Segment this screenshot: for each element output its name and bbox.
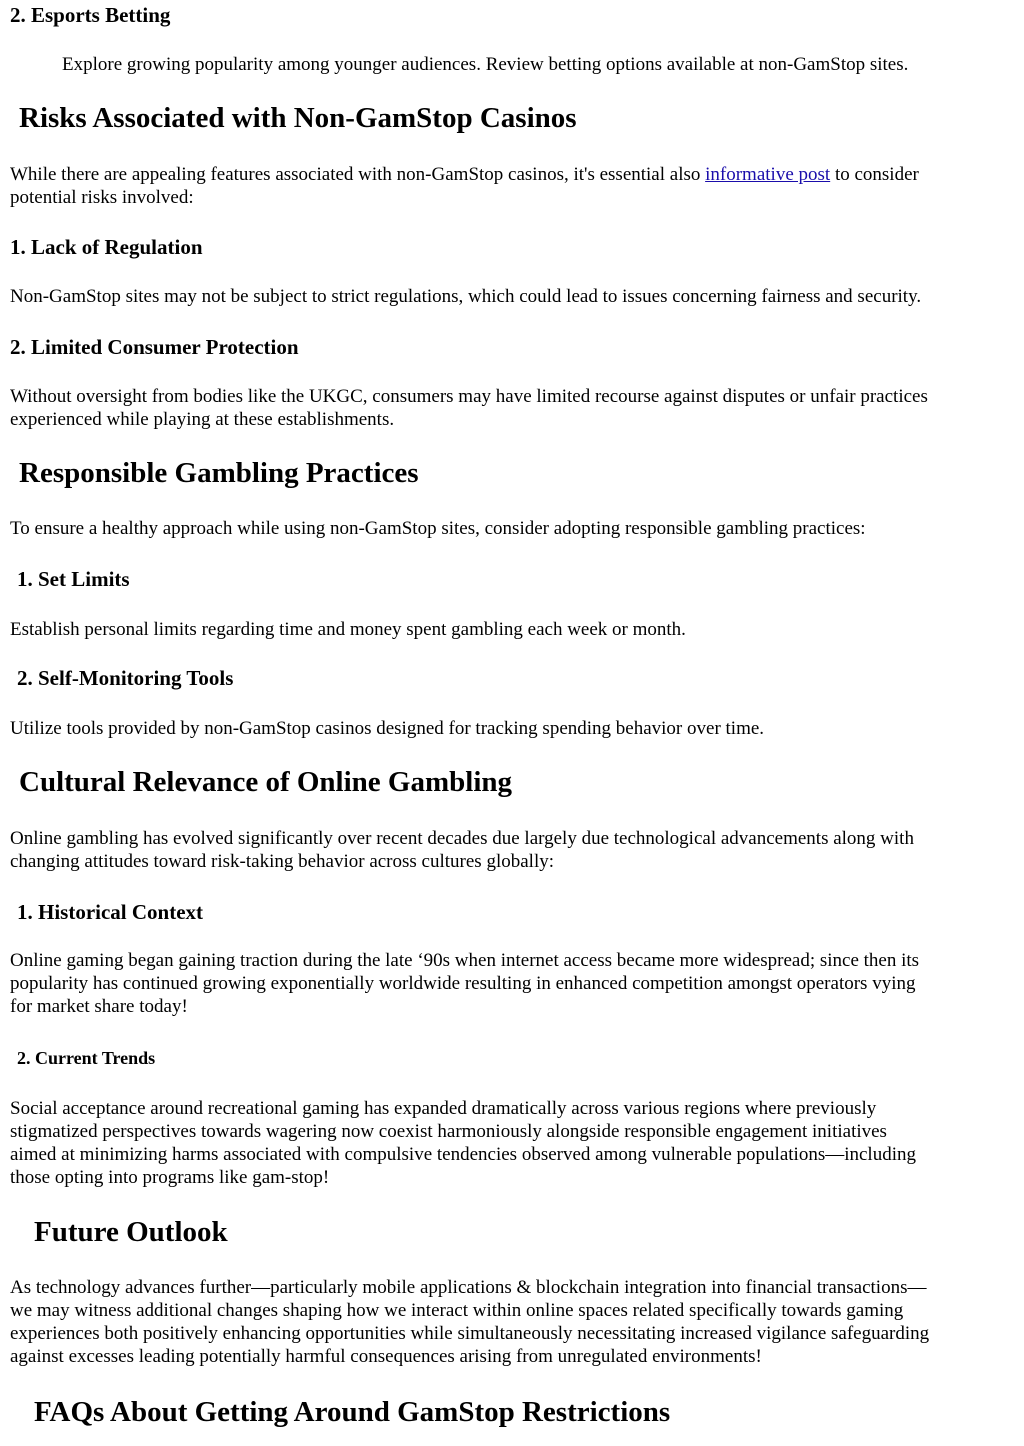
future-line3: experiences both positively enhancing opportunities while simultaneously necessitating increased vigilance safeguarding — [10, 1323, 930, 1344]
cultural-intro-line1: Online gambling has evolved significantly over recent decades due largely due technological advancements along with — [10, 828, 914, 849]
informative-post-link[interactable]: informative post — [705, 164, 831, 185]
esports-body: Explore growing popularity among younger audiences. Review betting options available at non-GamStop sites. — [62, 54, 909, 75]
risks-intro-line2: potential risks involved: — [10, 187, 194, 208]
faqs-heading: FAQs About Getting Around GamStop Restrictions — [34, 1396, 671, 1428]
responsible-intro: To ensure a healthy approach while using non-GamStop sites, consider adopting responsible gambling practices: — [10, 518, 866, 539]
risks-intro-line1 — [10, 163, 919, 186]
history-heading: 1. Historical Context — [17, 900, 204, 924]
regulation-heading: 1. Lack of Regulation — [10, 235, 203, 259]
protection-heading: 2. Limited Consumer Protection — [10, 335, 299, 359]
cultural-intro-line2: changing attitudes toward risk-taking behavior across cultures globally: — [10, 851, 554, 872]
future-line4: against excesses leading potentially harmful consequences arising from unregulated environments! — [10, 1346, 762, 1367]
future-line1: As technology advances further—particularly mobile applications & blockchain integration into financial transactions— — [10, 1277, 927, 1298]
trends-line3: aimed at minimizing harms associated with compulsive tendencies observed among vulnerable populations—including — [10, 1144, 916, 1165]
esports-heading: 2. Esports Betting — [10, 3, 171, 27]
history-line2: popularity has continued growing exponentially worldwide resulting in enhanced competition amongst operators vying — [10, 973, 916, 994]
history-line1: Online gaming began gaining traction during the late ‘90s when internet access became more widespread; since then its — [10, 950, 920, 971]
trends-line1: Social acceptance around recreational gaming has expanded dramatically across various regions where previously — [10, 1098, 877, 1119]
limits-heading: 1. Set Limits — [17, 567, 130, 591]
regulation-body: Non-GamStop sites may not be subject to strict regulations, which could lead to issues concerning fairness and security. — [10, 286, 922, 307]
trends-heading: 2. Current Trends — [17, 1048, 156, 1068]
cultural-heading: Cultural Relevance of Online Gambling — [19, 766, 512, 798]
tools-body: Utilize tools provided by non-GamStop casinos designed for tracking spending behavior over time. — [10, 718, 765, 739]
protection-body-line2: experienced while playing at these establishments. — [10, 409, 395, 430]
tools-heading: 2. Self-Monitoring Tools — [17, 666, 234, 690]
risks-heading: Risks Associated with Non-GamStop Casinos — [19, 102, 577, 134]
trends-line2: stigmatized perspectives towards wagering now coexist harmoniously alongside responsible engagement initiatives — [10, 1121, 887, 1142]
history-line3: for market share today! — [10, 996, 188, 1017]
risks-intro-text: While there are appealing features associated with non-GamStop casinos, it's essential also — [10, 164, 706, 185]
risks-intro-after-link: to consider — [830, 164, 919, 185]
future-heading: Future Outlook — [34, 1216, 228, 1248]
future-line2: we may witness additional changes shaping how we interact within online spaces related specifically towards gaming — [10, 1300, 904, 1321]
trends-line4: those opting into programs like gam-stop! — [10, 1167, 330, 1188]
protection-body-line1: Without oversight from bodies like the UKGC, consumers may have limited recourse against disputes or unfair practices — [10, 386, 928, 407]
responsible-heading: Responsible Gambling Practices — [19, 457, 419, 489]
limits-body: Establish personal limits regarding time and money spent gambling each week or month. — [10, 619, 686, 640]
